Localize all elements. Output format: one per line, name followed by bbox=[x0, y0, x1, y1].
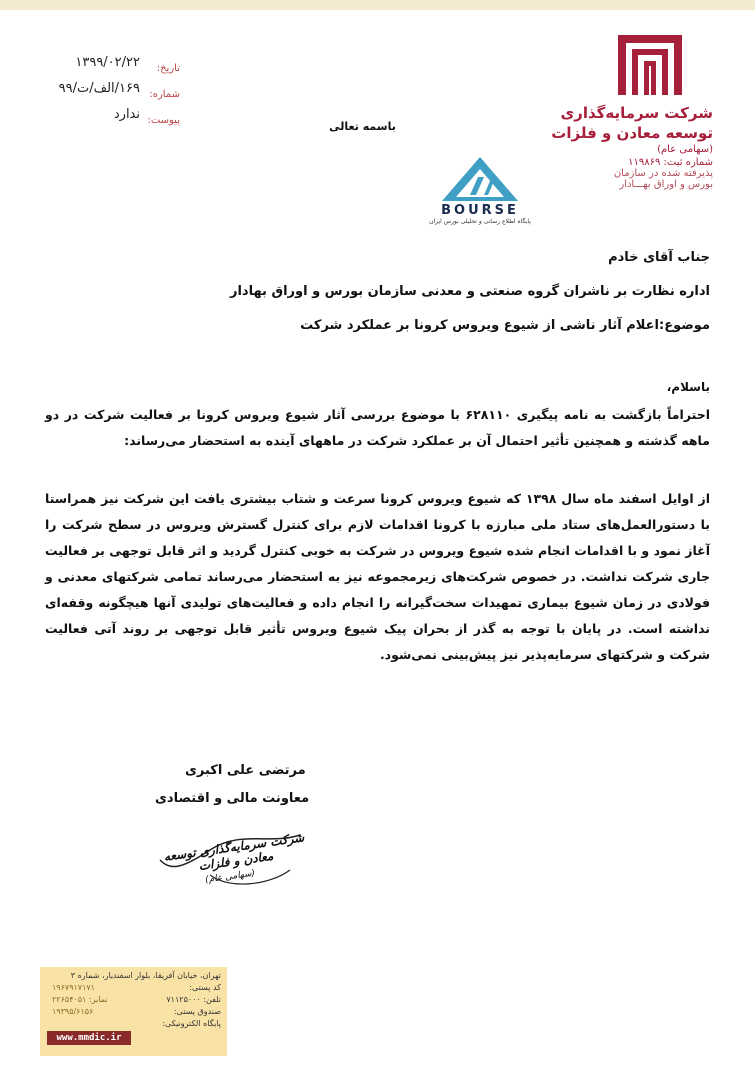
company-name-line1: شرکت سرمایه‌گذاری bbox=[560, 104, 713, 122]
addressee: جناب آقای خادم bbox=[608, 250, 710, 265]
department: اداره نظارت بر ناشران گروه صنعتی و معدنی سازمان بورس و اوراق بهادار bbox=[229, 284, 710, 299]
contact-address-row bbox=[40, 967, 227, 983]
attachment-label: پیوست: bbox=[147, 115, 180, 126]
bourse-tagline: پایگاه اطلاع رسانی و تحلیلی بورس ایران bbox=[429, 218, 531, 225]
web-label: پایگاه الکترونیکی: bbox=[162, 1019, 221, 1028]
company-name-line2: توسعه معادن و فلزات bbox=[551, 124, 713, 142]
postal-value: ۱۹۶۷۹۱۷۱۷۱ bbox=[52, 983, 95, 992]
paragraph-2: از اوایل اسفند ماه سال ۱۳۹۸ که شیوع ویروس کرونا سرعت و شتاب بیشتری یافت این شرکت نیز همراستا با دستورالعمل‌های ستاد ملی مبارزه با کرونا اقدامات لازم برای کنترل گسترش ویروس در سطح شرکت را آغاز نمود و با اقدامات انجام شده شیوع ویروس در شرکت به خوبی کنترل گردید و اثر قابل توجهی بر فعالیت جاری شرکت نداشت. در خصوص شرکت‌های زیرمجموعه نیز به استحضار می‌رساند تمامی شرکتهای معدنی و فولادی در زمان شیوع بیماری تمهیدات سخت‌گیرانه را انجام داده و فعالیت‌های تولیدی آنها هیچگونه وقفه‌ای نداشته است. در پایان با توجه به گذر از بحران پیک شیوع ویروس تأثیر قابل توجهی بر روند آتی فعالیت شرکت و شرکتهای سرمایه‌پذیر نیز پیش‌بینی نمی‌شود. bbox=[45, 491, 710, 662]
bourse-triangle-icon bbox=[440, 155, 520, 203]
bourse-word: BOURSE bbox=[441, 203, 519, 218]
company-logo-icon bbox=[616, 33, 684, 97]
number-value: ۱۶۹/الف/ت/۹۹ bbox=[58, 81, 140, 96]
attachment-value: ندارد bbox=[113, 107, 140, 122]
contact-web-row bbox=[40, 1019, 227, 1031]
pobox-label: صندوق پستی: bbox=[173, 1007, 221, 1016]
number-label: شماره: bbox=[149, 89, 180, 100]
contact-postal-row bbox=[40, 983, 227, 995]
contact-address: تهران، خیابان آفریقا، بلوار اسفندیار، شماره ۳ bbox=[70, 971, 221, 980]
letter-meta bbox=[30, 55, 180, 133]
greeting: باسلام، bbox=[666, 380, 710, 394]
date-label: تاریخ: bbox=[156, 63, 180, 74]
pobox-value: ۱۹۳۹۵/۶۱۵۶ bbox=[52, 1007, 94, 1016]
contact-box bbox=[40, 967, 227, 1056]
signatory-title: معاونت مالی و اقتصادی bbox=[155, 791, 310, 806]
fax-value: نمابر: ۲۲۶۵۴۰۵۱ bbox=[52, 995, 108, 1004]
bismillah: باسمه تعالی bbox=[329, 120, 396, 133]
stamp-text: شرکت سرمایه‌گذاری توسعه معادن و فلزات bbox=[163, 830, 306, 874]
company-stamp bbox=[150, 830, 320, 895]
company-accepted-line2: بورس و اوراق بهـــادار bbox=[619, 179, 713, 190]
bourse-logo bbox=[420, 155, 540, 225]
website-link[interactable]: www.mmdic.ir bbox=[47, 1031, 131, 1045]
paragraph-1: احتراماً بازگشت به نامه پیگیری ۶۲۸۱۱۰ با موضوع بررسی آثار شیوع ویروس کرونا بر فعالیت شرکت در دو ماهه گذشته و همچنین تأثیر احتمال آن بر عملکرد شرکت در ماههای آینده به استحضار می‌رساند: bbox=[45, 407, 711, 448]
date-row bbox=[30, 55, 180, 81]
attachment-row bbox=[30, 107, 180, 133]
contact-phone-row bbox=[40, 995, 227, 1007]
contact-pobox-row bbox=[40, 1007, 227, 1019]
number-row bbox=[30, 81, 180, 107]
phone-label: تلفن: ۷۱۱۲۵۰۰۰ bbox=[166, 995, 221, 1004]
signatory-name: مرتضی علی اکبری bbox=[185, 763, 306, 778]
company-registration: شماره ثبت: ۱۱۹۸۶۹ bbox=[628, 157, 713, 168]
postal-label: کد پستی: bbox=[189, 983, 221, 992]
stamp-sub: (سهامی عام) bbox=[204, 868, 256, 886]
top-border bbox=[0, 0, 755, 10]
company-type: (سهامی عام) bbox=[657, 144, 713, 155]
subject-line: موضوع:اعلام آثار ناشی از شیوع ویروس کرونا بر عملکرد شرکت bbox=[300, 318, 710, 333]
date-value: ۱۳۹۹/۰۲/۲۲ bbox=[75, 55, 140, 70]
company-accepted-line1: پذیرفته شده در سازمان bbox=[613, 168, 713, 179]
company-block bbox=[543, 104, 713, 190]
